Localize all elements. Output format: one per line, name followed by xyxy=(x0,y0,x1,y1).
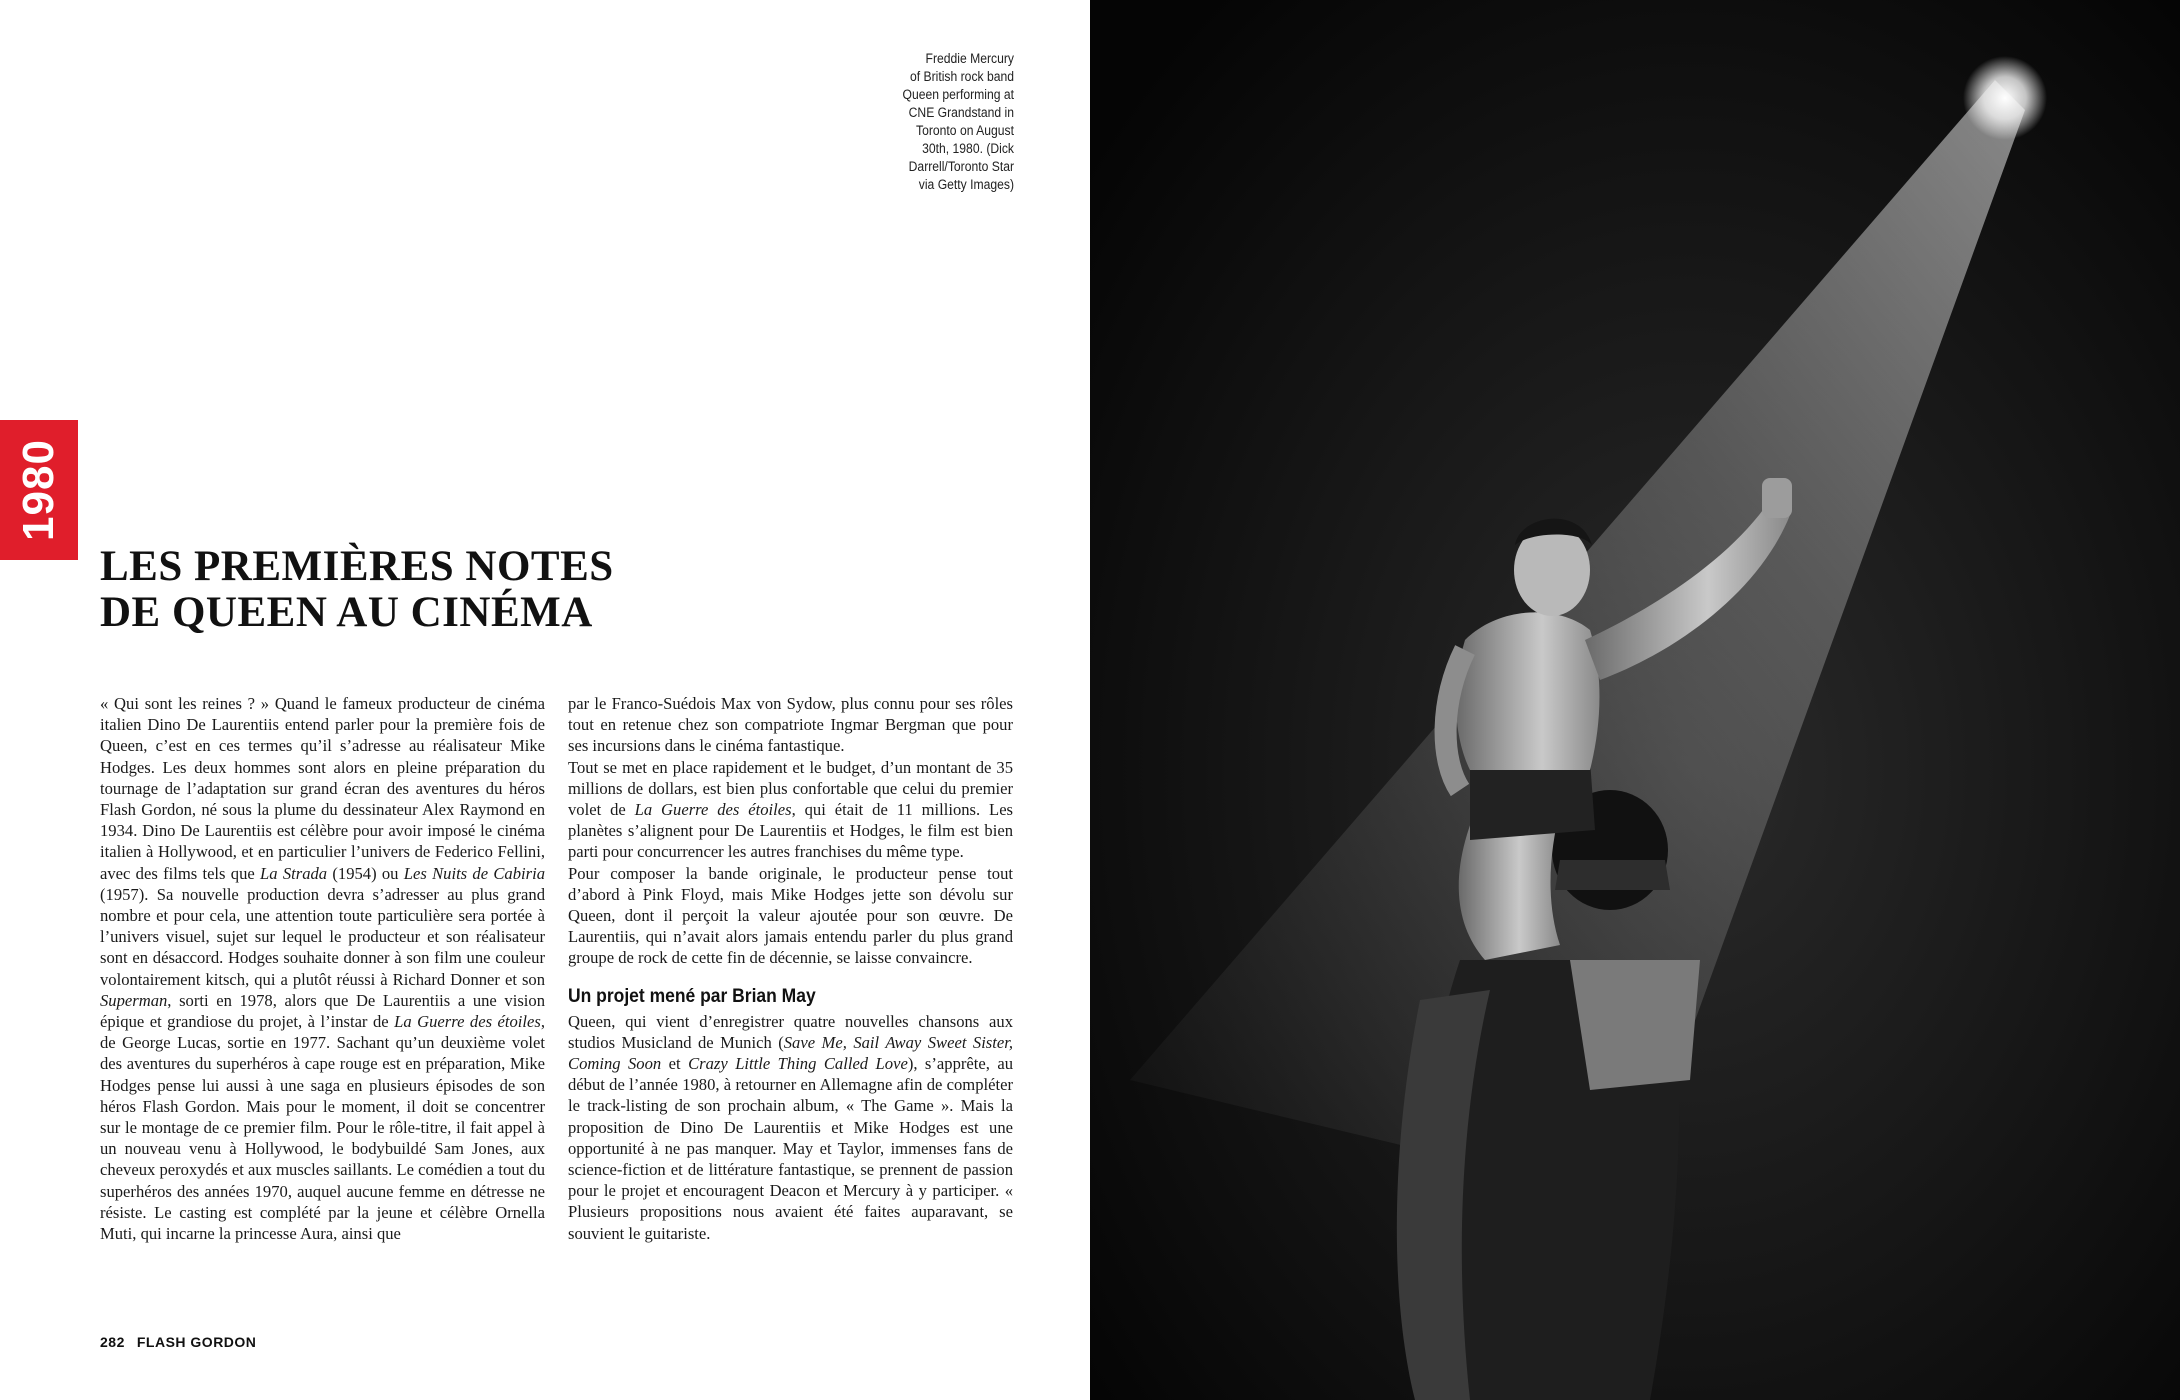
year-tab xyxy=(0,420,78,560)
spotlight-lamp xyxy=(1963,56,2047,140)
photo-caption: Freddie Mercury of British rock band Queen performing at CNE Grandstand in Toronto on August 30th, 1980. (Dick Darrell/Toronto Star via Getty Images) xyxy=(902,51,1014,192)
text-run: , qui était de 11 millions. Les planètes s’alignent pour De Laurentiis et Hodges, le film est bien parti pour concurrencer les autres franchises du même type. xyxy=(568,800,1014,862)
film-title: La Guerre des étoiles xyxy=(634,800,792,820)
text-run: (1954) ou xyxy=(327,863,404,883)
text-run: , de George Lucas, sortie en 1977. Sachant qu’un deuxième volet des aventures du superhéros à cape rouge est en préparation, Mike Hodges pense lui aussi à une saga en plusieurs épisodes de son héros Flash Gordon. Mais pour le moment, il doit se concentrer sur le montage de ce premier film. Pour le rôle-titre, il fait appel à un nouveau venu à Hollywood, le bodybuildé Sam Jones, aux cheveux peroxydés et aux muscles saillants. Le comédien a tout du superhéros des années 1970, auquel aucune femme en détresse ne résiste. Le casting est complété par la jeune et célèbre Ornella Muti, qui incarne la princesse Aura, ainsi que xyxy=(100,1012,545,1244)
text-run: et xyxy=(661,1054,689,1074)
performer-fist xyxy=(1762,478,1792,518)
article-title xyxy=(100,544,614,636)
performer-torso xyxy=(1456,612,1600,770)
text-run: « Qui sont les reines ? » Quand le fameux producteur de cinéma italien Dino De Laurentiis entend parler pour la première fois de Queen, c’est en ces termes qu’il s’adresse au réalisateur Mike Hodges. Les deux hommes sont alors en pleine préparation du tournage de l’adaptation sur grand écran des aventures du héros Flash Gordon, né sous la plume du dessinateur Alex Raymond en 1934. Dino De Laurentiis est célèbre pour avoir imposé le cinéma italien à Hollywood, et en particulier l’univers de Federico Fellini, avec des films tels que xyxy=(100,694,545,883)
film-title: La Guerre des étoiles xyxy=(394,1012,541,1032)
text-column-2 xyxy=(568,693,1013,1244)
film-title: Les Nuits de Cabiria xyxy=(403,863,545,883)
text-run: ), s’apprête, au début de l’année 1980, à retourner en Allemagne afin de compléter le track-listing de son prochain album, « The Game ». Mais la proposition de Dino De Laurentiis et Mike Hodges est une opportunité à ne pas manquer. May et Taylor, immenses fans de science-fiction et de littérature fantastique, se prennent de passion pour le projet et encouragent Deacon et Mercury à y participer. « Plusieurs propositions nous avaient été faites auparavant, se souvient le guitariste. xyxy=(568,1054,1014,1243)
text-column-1 xyxy=(100,693,545,1244)
running-section: FLASH GORDON xyxy=(136,1334,257,1350)
paragraph: Pour composer la bande originale, le producteur pense tout d’abord à Pink Floyd, mais Mike Hodges jette son dévolu sur Queen, dont il perçoit la valeur ajoutée pour son œuvre. De Laurentiis, qui n’avait alors jamais entendu parler du plus grand groupe de rock de cette fin de décennie, se laisse convaincre. xyxy=(568,863,1013,968)
page-footer xyxy=(100,1334,256,1350)
paragraph xyxy=(568,757,1013,863)
text-run: , sorti en 1978, alors que De Laurentiis a une vision épique et grandiose du projet, à l’instar de xyxy=(100,990,545,1032)
song-title: Crazy Little Thing Called Love xyxy=(688,1054,908,1074)
text-run: (1957). Sa nouvelle production devra s’adresser au plus grand nombre et pour cela, une attention toute particulière sera portée à l’univers visuel, sujet sur lequel le producteur et son réalisateur sont en désaccord. Hodges souhaite donner à son film une couleur volontairement kitsch, qui a plutôt réussi à Richard Donner et son xyxy=(100,884,545,989)
performer-shorts xyxy=(1470,760,1595,840)
paragraph xyxy=(568,1011,1013,1244)
paragraph xyxy=(100,693,545,1244)
year-label: 1980 xyxy=(14,439,63,541)
title-line-1: LES PREMIÈRES NOTES xyxy=(100,543,614,590)
helmet-brim xyxy=(1555,860,1670,890)
paragraph: par le Franco-Suédois Max von Sydow, plus connu pour ses rôles tout en retenue chez son compatriote Ingmar Bergman que pour ses incursions dans le cinéma fantastique. xyxy=(568,694,1013,756)
title-line-2: DE QUEEN AU CINÉMA xyxy=(100,589,593,636)
film-title: Superman xyxy=(100,990,168,1010)
song-titles: Save Me, Sail Away Sweet Sister, Coming Soon xyxy=(568,1032,1013,1074)
text-run: Tout se met en place rapidement et le budget, d’un montant de 35 millions de dollars, est bien plus confortable que celui du premier volet de xyxy=(568,757,1013,820)
chest-armor xyxy=(1570,960,1700,1090)
concert-photo-illustration xyxy=(1090,0,2180,1400)
page-number: 282 xyxy=(100,1334,125,1350)
text-run: Queen, qui vient d’enregistrer quatre nouvelles chansons aux studios Musicland de Munich ( xyxy=(568,1011,1013,1052)
film-title: La Strada xyxy=(260,863,328,883)
concert-photo xyxy=(1090,0,2180,1400)
section-subheading: Un projet mené par Brian May xyxy=(568,985,816,1007)
